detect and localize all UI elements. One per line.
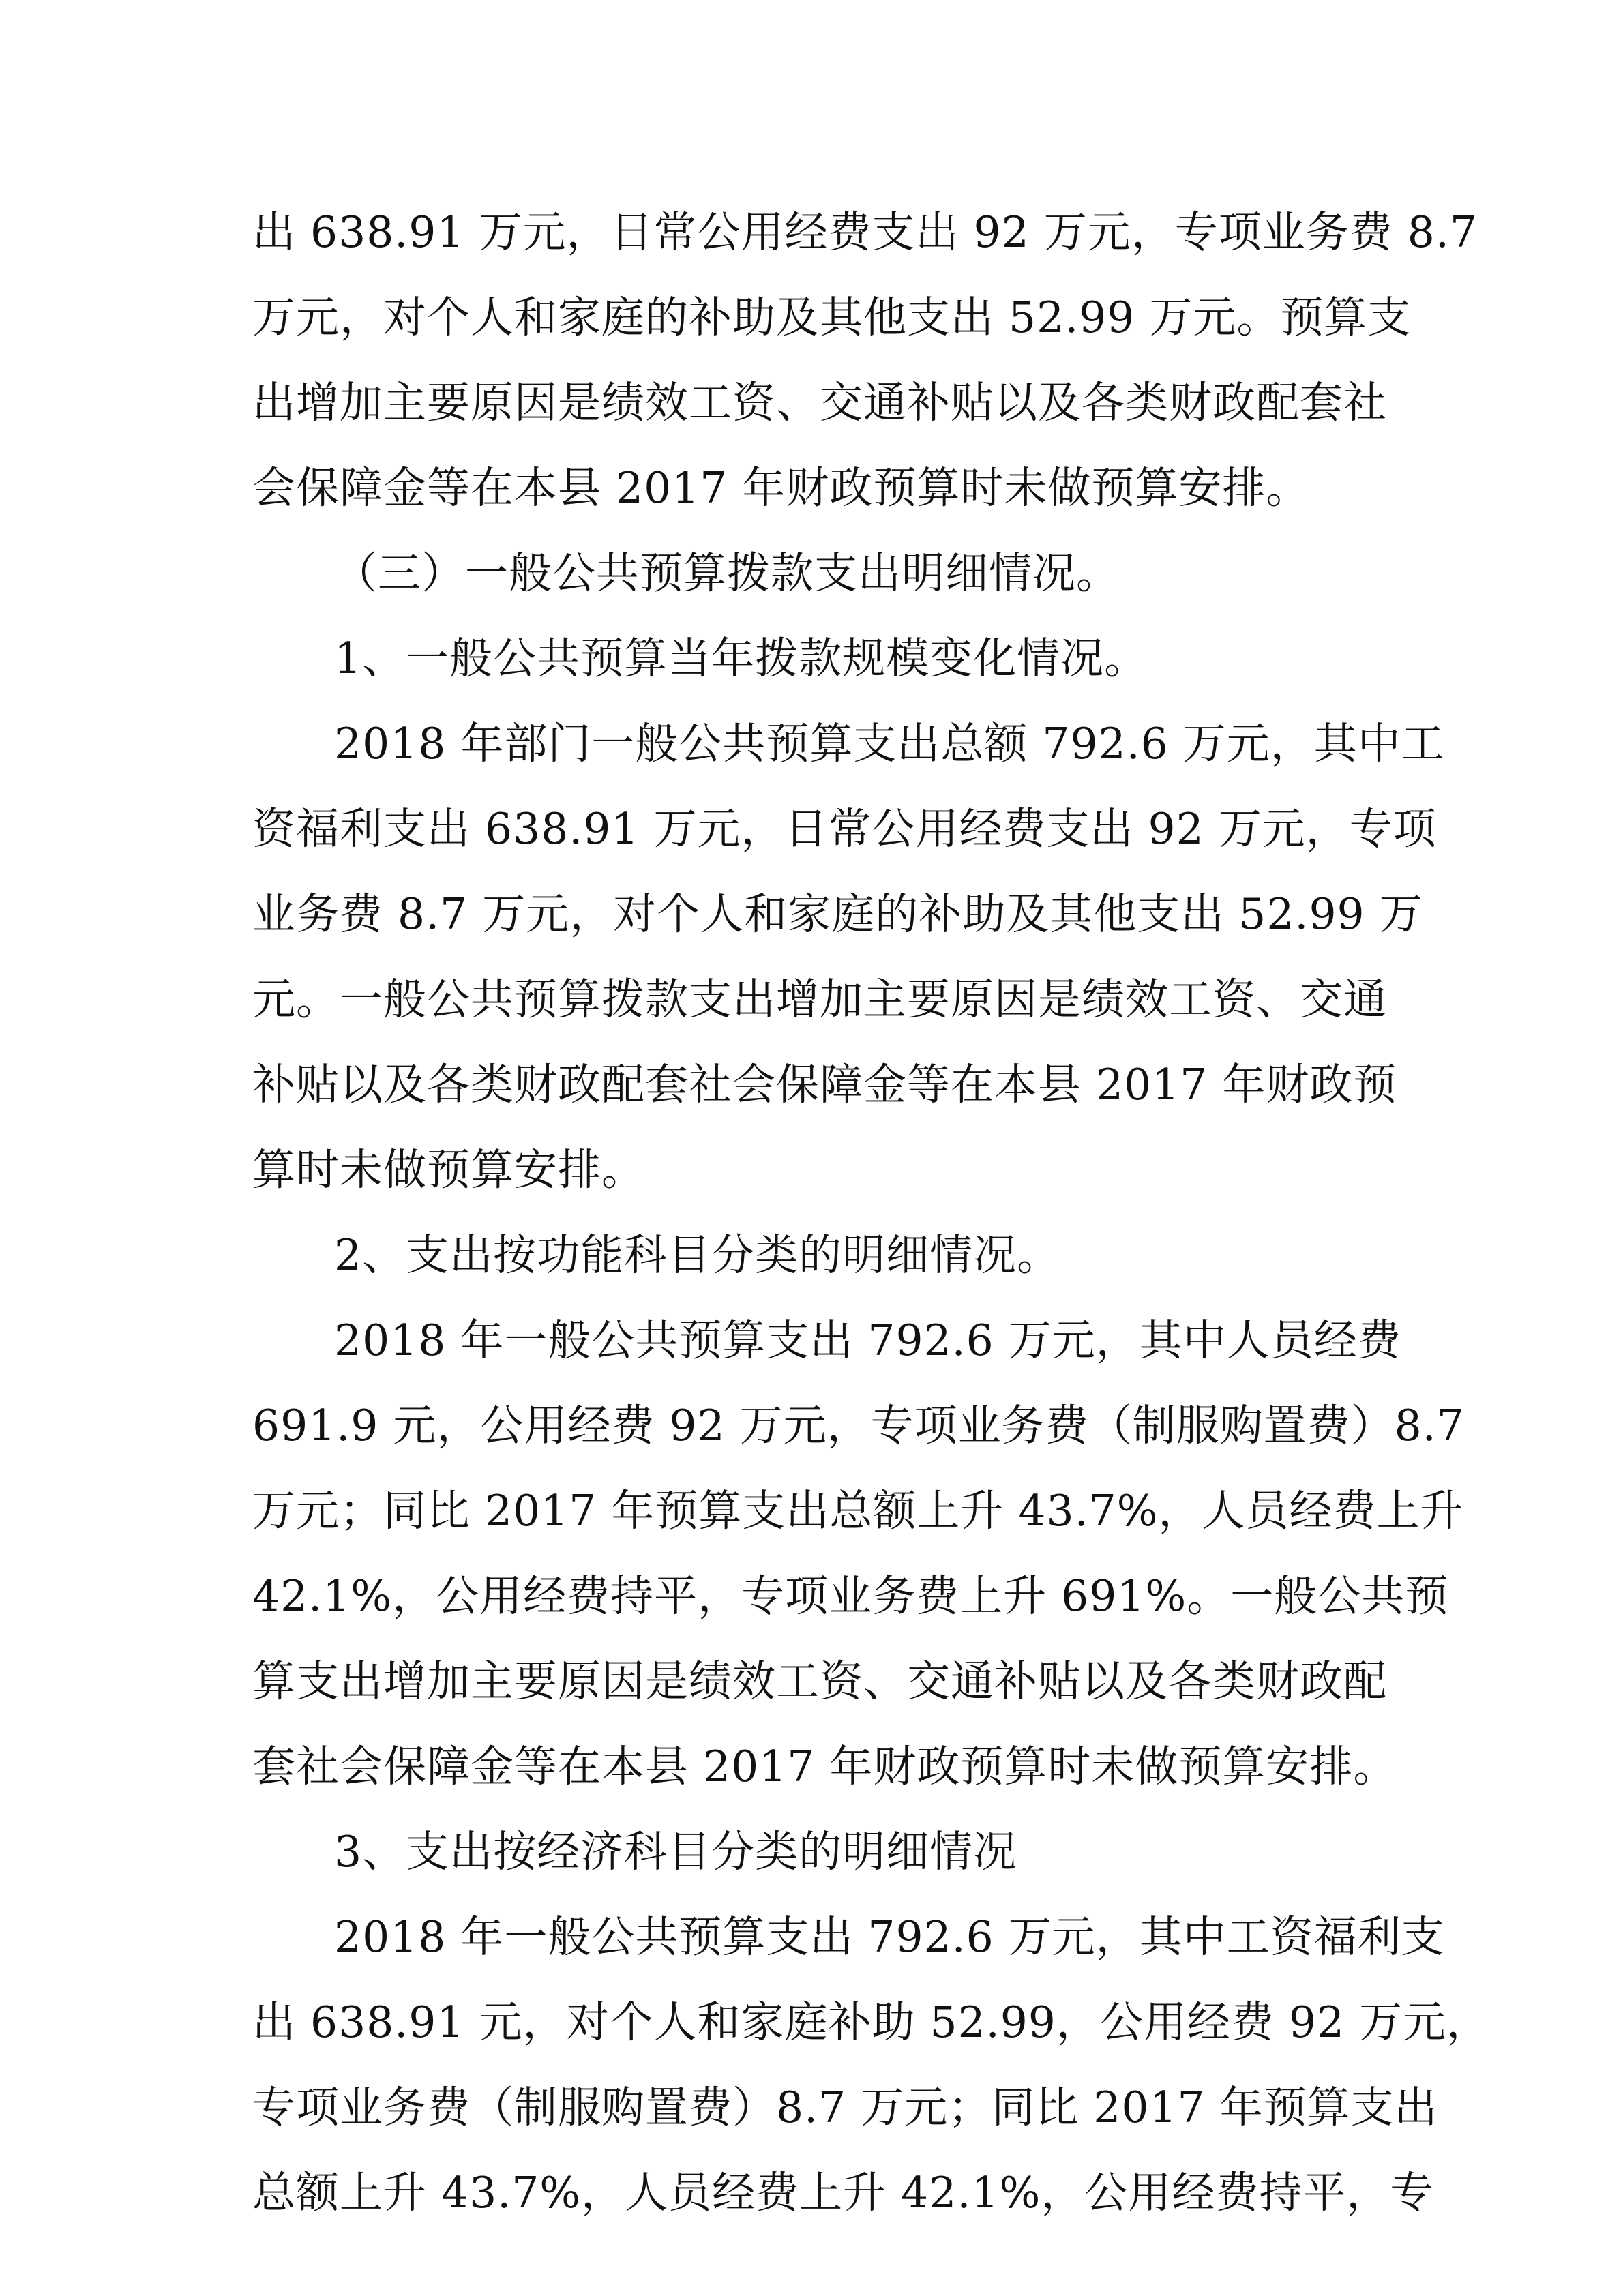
- text-line: 万元，对个人和家庭的补助及其他支出 52.99 万元。预算支: [252, 293, 1412, 342]
- subsection-heading: 2、支出按功能科目分类的明细情况。: [334, 1230, 1061, 1280]
- text-line: 2018 年部门一般公共预算支出总额 792.6 万元，其中工: [334, 719, 1445, 769]
- text-line: 元。一般公共预算拨款支出增加主要原因是绩效工资、交通: [252, 974, 1387, 1024]
- text-line: 2018 年一般公共预算支出 792.6 万元，其中工资福利支: [334, 1912, 1445, 1962]
- text-line: 补贴以及各类财政配套社会保障金等在本县 2017 年财政预: [252, 1060, 1397, 1109]
- text-line: 资福利支出 638.91 万元，日常公用经费支出 92 万元，专项: [252, 804, 1437, 854]
- text-line: 套社会保障金等在本县 2017 年财政预算时未做预算安排。: [252, 1742, 1397, 1791]
- text-line: 算支出增加主要原因是绩效工资、交通补贴以及各类财政配: [252, 1656, 1387, 1706]
- text-line: 会保障金等在本县 2017 年财政预算时未做预算安排。: [252, 463, 1310, 513]
- section-heading: （三）一般公共预算拨款支出明细情况。: [334, 548, 1120, 598]
- subsection-heading: 1、一般公共预算当年拨款规模变化情况。: [334, 633, 1148, 683]
- subsection-heading: 3、支出按经济科目分类的明细情况: [334, 1827, 1017, 1877]
- text-line: 691.9 元，公用经费 92 万元，专项业务费（制服购置费）8.7: [252, 1401, 1465, 1450]
- text-line: 出 638.91 元，对个人和家庭补助 52.99，公用经费 92 万元，: [252, 1997, 1491, 2047]
- text-line: 2018 年一般公共预算支出 792.6 万元，其中人员经费: [334, 1315, 1401, 1365]
- text-line: 42.1%，公用经费持平，专项业务费上升 691%。一般公共预: [252, 1571, 1449, 1621]
- text-line: 万元；同比 2017 年预算支出总额上升 43.7%，人员经费上升: [252, 1486, 1464, 1536]
- text-line: 出 638.91 万元，日常公用经费支出 92 万元，专项业务费 8.7: [252, 207, 1478, 257]
- text-line: 专项业务费（制服购置费）8.7 万元；同比 2017 年预算支出: [252, 2083, 1438, 2132]
- text-line: 总额上升 43.7%，人员经费上升 42.1%，公用经费持平，专: [252, 2168, 1434, 2218]
- text-line: 业务费 8.7 万元，对个人和家庭的补助及其他支出 52.99 万: [252, 889, 1423, 939]
- text-line: 算时未做预算安排。: [252, 1145, 645, 1195]
- text-line: 出增加主要原因是绩效工资、交通补贴以及各类财政配套社: [252, 378, 1387, 428]
